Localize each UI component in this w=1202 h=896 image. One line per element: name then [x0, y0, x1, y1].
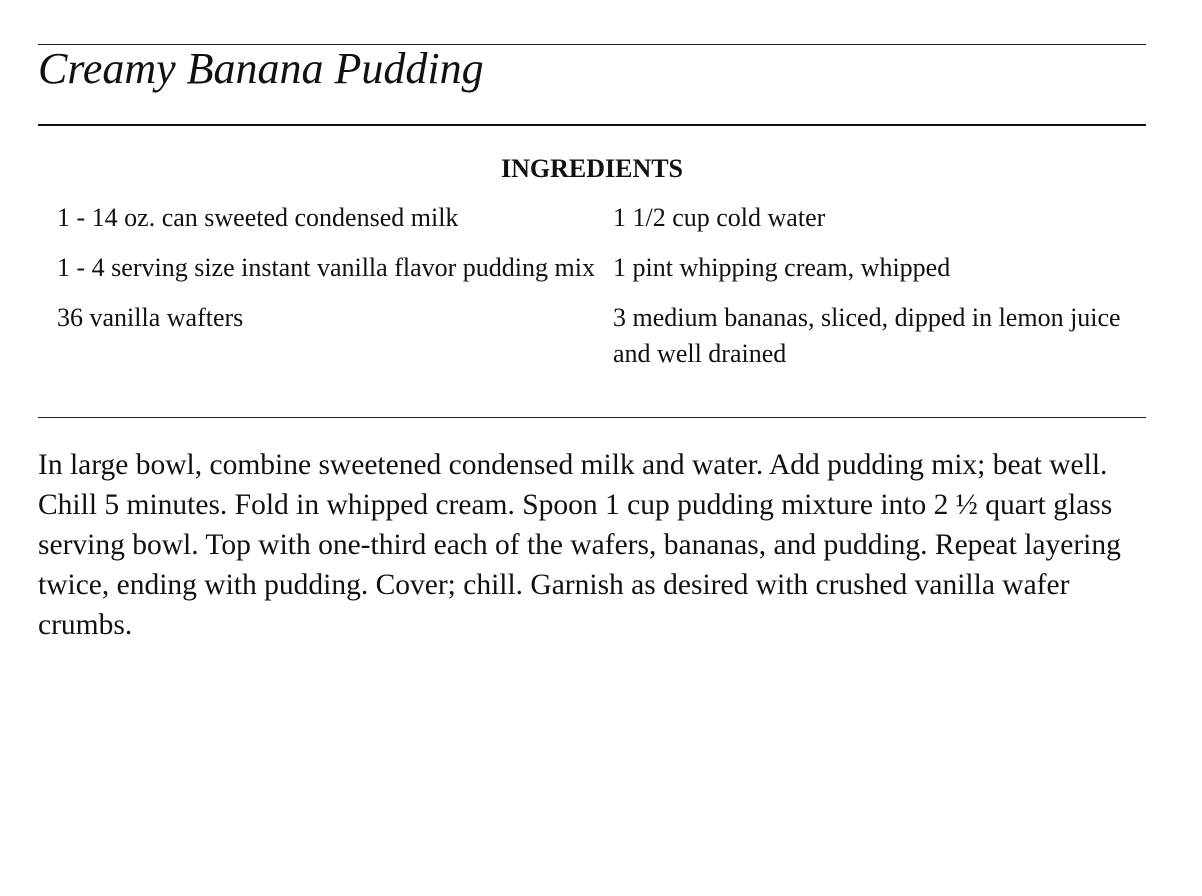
recipe-title: Creamy Banana Pudding [38, 44, 484, 93]
ingredients-row [38, 250, 1146, 300]
ingredient-item: 1 - 14 oz. can sweeted condensed milk [57, 203, 459, 232]
title-divider [38, 124, 1146, 126]
ingredient-item: 36 vanilla wafters [57, 303, 244, 332]
ingredient-item: 1 - 4 serving size instant vanilla flavor pudding mix [57, 253, 595, 282]
ingredient-item: 3 medium bananas, sliced, dipped in lemon juice and well drained [613, 303, 1121, 368]
ingredients-row [38, 200, 1146, 250]
ingredients-table [38, 200, 1146, 386]
ingredients-bottom-divider [38, 417, 1146, 418]
ingredient-item: 1 1/2 cup cold water [613, 203, 826, 232]
ingredients-row [38, 300, 1146, 386]
directions-paragraph: In large bowl, combine sweetened condensed milk and water. Add pudding mix; beat well. Chill 5 minutes. Fold in whipped cream. Spoon 1 cup pudding mixture into 2 ½ quart glass serving bowl. Top with one-third each of the wafers, bananas, and pudding. Repeat layering twice, ending with pudding. Cover; chill. Garnish as desired with crushed vanilla wafer crumbs. [38, 449, 1121, 641]
ingredients-heading: INGREDIENTS [500, 154, 684, 183]
ingredient-item: 1 pint whipping cream, whipped [613, 253, 951, 282]
